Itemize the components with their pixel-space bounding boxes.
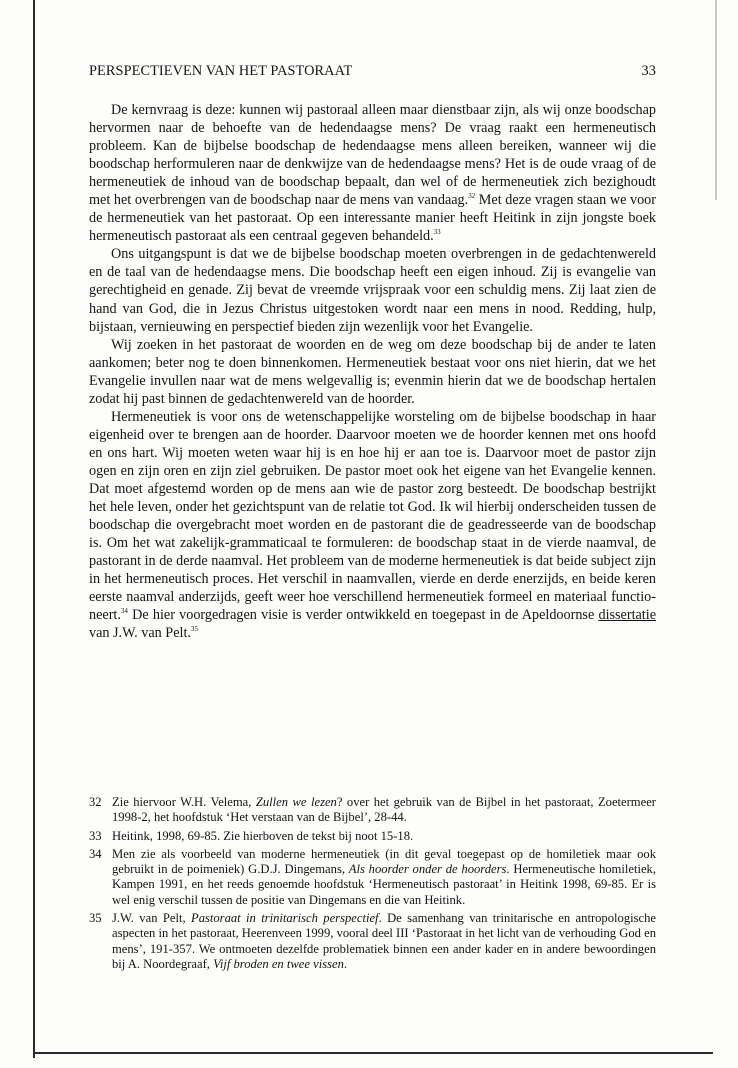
footnote-text: J.W. van Pelt, bbox=[112, 911, 191, 926]
paragraph-text: Met deze vragen staan we voor de hermeneutiek van het pastoraat. Op een interessante manier heeft Heitink in zijn jongste boek hermeneutisch pastoraat als een centraal gegeven behandeld. bbox=[89, 192, 656, 245]
paragraph-text: Hermeneutiek is voor ons de wetenschappelijke worsteling om de bijbelse boodschap in haar eigenheid over te brengen aan de hoorder. Daarvoor moeten we de hoorder kennen met ons hoofd en ons hart. Wij moeten weten waar hij is en hoe hij er aan toe is. Daarvoor moet de pastor zijn ogen en zijn oren en zijn ziel gebruiken. De pastor moet ook het eigene van het Evangelie kennen. Dat moet afgestemd worden op de mens aan wie de pastor zorg besteedt. De boodschap bestrijkt het hele leven, onder het gezichtspunt van de relatie tot God. Ik wil hierbij onderscheiden tussen de boodschap die overgebracht moet worden en de pastorant die de geadresseerde van de boodschap is. Om het wat zakelijk-grammaticaal te formuleren: de boodschap staat in de vierde naamval, de pastorant in de derde naamval. Het probleem van de moderne hermeneutiek is dat beide subject zijn in het hermeneutisch proces. Het verschil in naamvallen, vierde en derde enerzijds, en beide keren eerste naamval anderzijds, geeft weer hoe verschillend hermeneutiek formeel en materiaal functioneert. bbox=[89, 408, 656, 624]
paragraph-text: van J.W. van Pelt. bbox=[89, 625, 191, 642]
book-title: Vijf broden en twee vissen bbox=[213, 956, 344, 971]
body-text bbox=[89, 101, 656, 642]
footnote-text: . bbox=[343, 956, 348, 971]
footnote-34 bbox=[89, 847, 656, 908]
footnote-32 bbox=[89, 795, 656, 826]
footnote-text: Heitink, 1998, 69-85. Zie hierboven de tekst bij noot 15-18. bbox=[112, 828, 414, 843]
footnote-text: Zie hiervoor W.H. Velema, bbox=[112, 795, 256, 809]
footnote-33 bbox=[89, 829, 656, 844]
running-header bbox=[89, 63, 656, 83]
underlined-word: dissertatie bbox=[598, 607, 656, 624]
page-number: 33 bbox=[641, 63, 656, 79]
book-title: Als hoorder onder de hoorders bbox=[348, 862, 507, 877]
paragraph-3: Wij zoeken in het pastoraat de woorden en de weg om deze boodschap bij de ander te laten aankomen; beter nog te doen binnenkomen. Hermeneutiek bestaat voor ons niet hierin, dat we het Evangelie invullen naar wat de mens welgevallig is; evenmin hierin dat we de boodschap hertalen zodat hij past binnen de gedachtenwereld van de hoorder. bbox=[89, 336, 656, 407]
book-title: Pastoraat in trinitarisch perspectief bbox=[191, 911, 379, 926]
paragraph-text: De hier voorgedragen visie is verder ontwikkeld en toegepast in de Apeldoornse bbox=[127, 607, 599, 624]
page-left-border bbox=[33, 0, 35, 1058]
footnote-number: 33 bbox=[89, 828, 102, 843]
footnote-number: 34 bbox=[89, 846, 102, 861]
footnote-number: 35 bbox=[89, 911, 102, 926]
paragraph-text: De kernvraag is deze: kunnen wij pastoraal alleen maar dienstbaar zijn, als wij onze boodschap hervormen naar de behoefte van de hedendaagse mens? De vraag raakt een hermeneutisch probleem. Kan de bijbelse boodschap de hedendaagse mens alleen bereiken, wanneer wij die boodschap herformuleren naar de denkwijze van de hedendaagse mens? Het is de oude vraag of de hermeneutiek de inhoud van de boodschap bepaalt, dan wel of de hermeneutiek zich bezighoudt met het overbrengen van de boodschap naar de mens van vandaag. bbox=[89, 102, 656, 209]
paragraph-1 bbox=[89, 101, 656, 245]
footnote-text: . Hermeneutische homiletiek, Kampen 1991, en het reeds genoemde hoofdstuk ‘Hermeneutisch pastoraat’ in Heitink 1998, 69-85. Er is wel enig verschil tussen de positie van Dingemans en die van Heitink. bbox=[112, 862, 656, 907]
footnote-ref-32: 32 bbox=[468, 192, 476, 201]
footnote-text: . De samenhang van trinitarische en antropologische aspecten in het pastoraat, Heerenveen 1999, vooral deel III ‘Pastoraat in het licht van de verhouding God en mens’, 191-357. We ontmoeten dezelfde problematiek binnen een ander kader en in andere bewoordingen bij A. Noordegraaf, bbox=[112, 911, 656, 971]
running-title: PERSPECTIEVEN VAN HET PASTORAAT bbox=[89, 63, 353, 79]
paragraph-4 bbox=[89, 408, 656, 643]
paragraph-2: Ons uitgangspunt is dat we de bijbelse boodschap moeten overbrengen in de gedachtenwereld en de taal van de hedendaagse mens. Die boodschap heeft een eigen inhoud. Zij is evangelie van gerechtigheid en genade. Zij bevat de vreemde vrijspraak voor een schuldig mens. Zij laat zien de hand van God, die in Jezus Christus uitgestoken wordt naar een mens in nood. Redding, hulp, bijstaan, vernieuwing en perspectief bieden zijn wezenlijk voor het Evangelie. bbox=[89, 246, 656, 335]
page-bottom-border bbox=[33, 1052, 713, 1054]
footnote-ref-33: 33 bbox=[433, 228, 441, 237]
footnote-number: 32 bbox=[89, 795, 102, 809]
footnotes bbox=[89, 795, 656, 975]
footnote-ref-35: 35 bbox=[190, 625, 198, 634]
book-title: Zullen we lezen bbox=[255, 795, 337, 809]
page-right-edge bbox=[715, 0, 717, 200]
footnote-text: ? over het gebruik van de Bijbel in het pastoraat, Zoetermeer 1998-2, het hoofdstuk ‘Het verstaan van de Bijbel’, 28-44. bbox=[112, 795, 656, 825]
footnote-ref-34: 34 bbox=[120, 607, 128, 616]
footnote-text: Men zie als voorbeeld van moderne hermeneutiek (in dit geval toegepast op de homiletiek maar ook gebruikt in de poimeniek) G.D.J. Dingemans, bbox=[112, 846, 656, 877]
footnote-35 bbox=[89, 911, 656, 972]
